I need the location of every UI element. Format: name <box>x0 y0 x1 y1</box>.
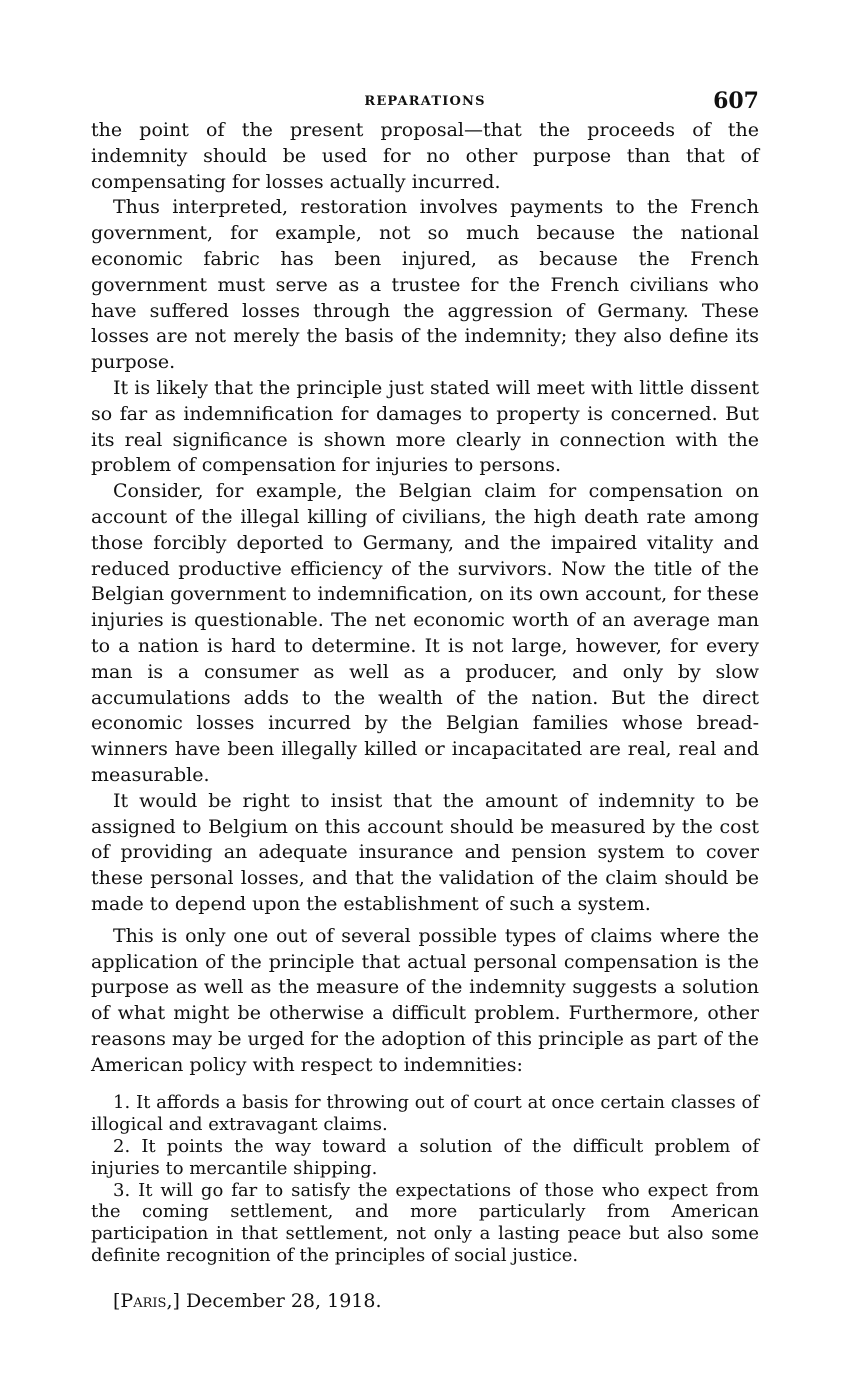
running-head <box>91 88 759 118</box>
paragraph-principle: It is likely that the principle just stated will meet with little dissent so far as indemnification for damages to property is concerned. But its real significance is shown more clearly in connection with the problem of compensation for injuries to persons. <box>91 376 759 477</box>
dateline-open-bracket: [ <box>113 1289 121 1312</box>
running-title: REPARATIONS <box>364 94 486 109</box>
document-page <box>91 88 759 1314</box>
list-item: 3. It will go far to satisfy the expectations of those who expect from the coming settlement, and more particularly from American participation in that settlement, not only a lasting peace but also some definite recognition of the principles of social justice. <box>91 1179 759 1267</box>
page-number: 607 <box>713 88 759 114</box>
reasons-list <box>91 1092 759 1266</box>
dateline-date: December 28, 1918. <box>185 1289 382 1312</box>
body-text <box>91 118 759 1314</box>
list-item: 2. It points the way toward a solution of the difficult problem of injuries to mercantile shipping. <box>91 1136 759 1179</box>
paragraph-insurance: It would be right to insist that the amount of indemnity to be assigned to Belgium on this account should be measured by the cost of providing an adequate insurance and pension system to cover these personal losses, and that the validation of the claim should be made to depend upon the establishment of such a system. <box>91 789 759 915</box>
paragraph-belgian-claim: Consider, for example, the Belgian claim for compensation on account of the illegal killing of civilians, the high death rate among those forcibly deported to Germany, and the impaired vitality and reduced productive efficiency of the survivors. Now the title of the Belgian government to indemnification, on its own account, for these injuries is questionable. The net economic worth of an average man to a nation is hard to determine. It is not large, however, for every man is a consumer as well as a producer, and only by slow accumulations adds to the wealth of the nation. But the direct economic losses incurred by the Belgian families whose bread-winners have been illegally killed or incapacitated are real, real and measurable. <box>91 480 759 786</box>
dateline <box>91 1289 759 1314</box>
paragraph-other-reasons: This is only one out of several possible types of claims where the application of the principle that actual personal compensation is the purpose as well as the measure of the indemnity suggests a solution of what might be otherwise a difficult problem. Furthermore, other reasons may be urged for the adoption of this principle as part of the American policy with respect to indemnities: <box>91 924 759 1076</box>
dateline-place: Paris <box>120 1289 167 1312</box>
paragraph-restoration: Thus interpreted, restoration involves payments to the French government, for example, not so much because the national economic fabric has been injured, as because the French government must serve as a trustee for the French civilians who have suffered losses through the aggression of Germany. These losses are not merely the basis of the indemnity; they also define its purpose. <box>91 196 759 374</box>
paragraph-continuation: the point of the present proposal—that the proceeds of the indemnity should be used for no other purpose than that of compensating for losses actually incurred. <box>91 119 759 193</box>
list-item: 1. It affords a basis for throwing out of court at once certain classes of illogical and extravagant claims. <box>91 1092 759 1136</box>
dateline-close-bracket: ,] <box>166 1289 180 1312</box>
